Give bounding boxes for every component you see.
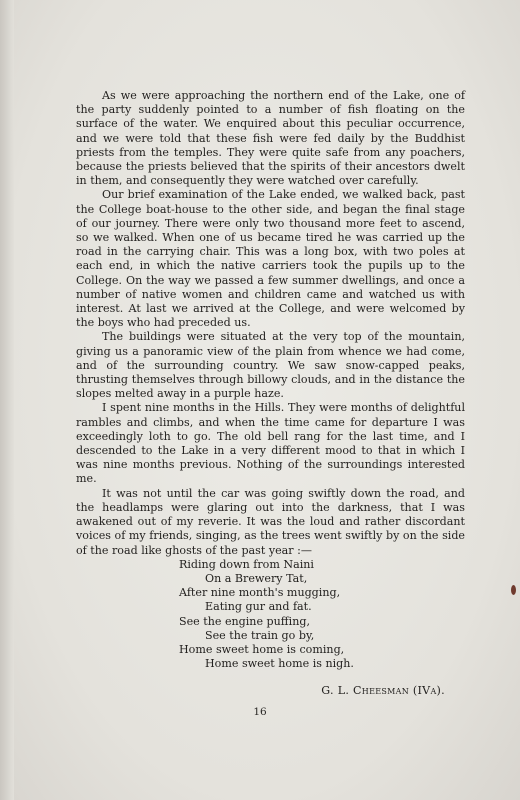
ink-stain <box>511 585 516 595</box>
paragraph-4: I spent nine months in the Hills. They were months of delightful rambles and climbs, and when the time came for departure I was exceedingly loth to go. The old bell rang for the last time, and I descended to the Lake in a very different mood to that in which I was nine months previous. Nothing of the surroundings interested me. <box>76 401 465 486</box>
verse-line: Riding down from Naini <box>179 557 314 571</box>
verse-line: Home sweet home is coming, <box>179 642 345 656</box>
verse-line: Eating gur and fat. <box>205 600 312 614</box>
verse-line: See the train go by, <box>205 628 315 642</box>
paragraph-2: Our brief examination of the Lake ended, we walked back, past the College boat-house to the other side, and began the final stage of our journey. There were only two thousand more feet to ascend, so we walked. When one of us became tired he was carried up the road in the carrying chair. This was a long box, with two poles at each end, in which the native carriers took the pupils up to the College. On the way we passed a few summer dwellings, and once a number of native women and children came and watched us with interest. At last we arrived at the College, and were welcomed by the boys who had preceded us. <box>76 188 465 330</box>
article-body <box>76 89 465 699</box>
verse-line: See the engine puffing, <box>179 614 310 628</box>
page-binding-shadow <box>0 0 14 800</box>
paragraph-3: The buildings were situated at the very top of the mountain, giving us a panoramic view of the plain from whence we had come, and of the surrounding country. We saw snow-capped peaks, thrusting themselves through billowy clouds, and in the distance the slopes melted away in a purple haze. <box>76 330 465 401</box>
verse-line: Home sweet home is nigh. <box>205 657 354 671</box>
page-number: 16 <box>253 706 267 718</box>
paragraph-1: As we were approaching the northern end of the Lake, one of the party suddenly pointed to a number of fish floating on the surface of the water. We enquired about this peculiar occurrence, and we were told that these fish were fed daily by the Buddhist priests from the temples. They were quite safe from any poachers, because the priests believed that the spirits of their ancestors dwelt in them, and consequently they were watched over carefully. <box>76 89 465 188</box>
author-signature: G. L. Cheesman (IVa). <box>321 684 445 698</box>
paragraph-5: It was not until the car was going swiftly down the road, and the headlamps were glaring out into the darkness, that I was awakened out of my reverie. It was the loud and rather discordant voices of my friends, singing, as the trees went swiftly by on the side of the road like ghosts of the past year :— <box>76 486 465 557</box>
song-verse <box>179 558 465 672</box>
verse-line: On a Brewery Tat, <box>205 571 308 585</box>
verse-line: After nine month's mugging, <box>179 586 341 600</box>
